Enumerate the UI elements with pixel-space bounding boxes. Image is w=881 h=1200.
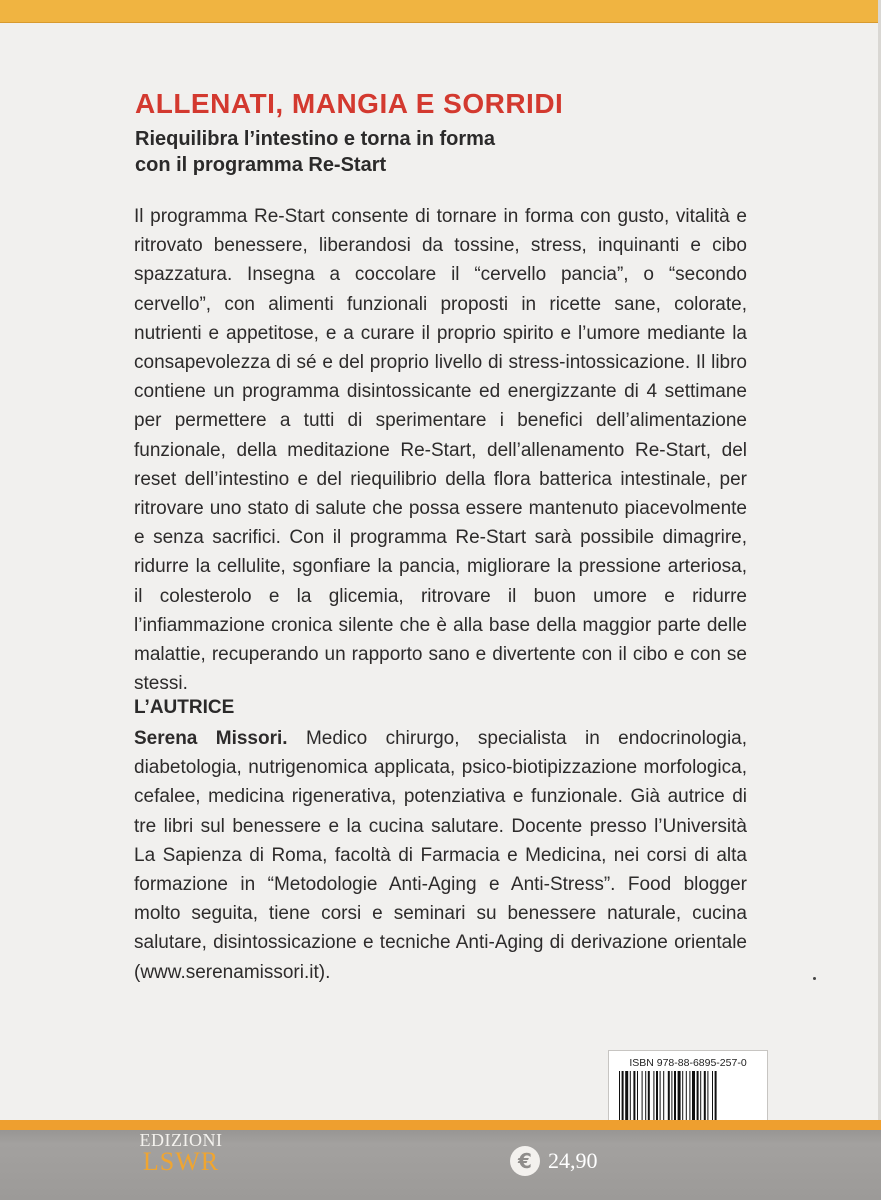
top-orange-bar <box>0 0 881 23</box>
book-subtitle <box>135 126 735 178</box>
publisher-line-1: EDIZIONI <box>139 1130 223 1150</box>
subtitle-line-2: con il programma Re-Start <box>135 154 387 176</box>
book-description: Il programma Re-Start consente di tornare in forma con gusto, vitalità e ritrovato benessere, liberandosi da tossine, stress, inquinanti e cibo spazzatura. Insegna a coccolare il “cervello pancia”, o “secondo cervello”, con alimenti funzionali proposti in ricette sane, colorate, nutrienti e appetitose, e a curare il proprio spirito e l’umore mediante la consapevolezza di sé e del proprio livello di stress-intossicazione. Il libro contiene un programma disintossicante ed energizzante di 4 settimane per permettere a tutti di sperimentare i benefici dell’alimentazione funzionale, della meditazione Re-Start, dell’allenamento Re-Start, del reset dell’intestino e del riequilibrio della flora batterica intestinale, per ritrovare uno stato di salute che possa essere mantenuto piacevolmente e senza sacrifici. Con il programma Re-Start sarà possibile dimagrire, ridurre la cellulite, sgonfiare la pancia, migliorare la pressione arteriosa, il colesterolo e la glicemia, ritrovare il buon umore e ridurre l’infiammazione cronica silente che è alla base della maggior parte delle malattie, recuperando un rapporto sano e divertente con il cibo e con se stessi. <box>134 206 747 695</box>
publisher-line-2: LSWR <box>142 1147 220 1176</box>
price-amount: 24,90 <box>548 1148 598 1173</box>
author-bio-text: Medico chirurgo, specialista in endocrinologia, diabetologia, nutrigenomica applicata, psico-biotipizzazione morfologica, cefalee, medicina rigenerativa, potenziativa e funzionale. Già autrice di tre libri sul benessere e la cucina salutare. Docente presso l’Università La Sapienza di Roma, facoltà di Farmacia e Medicina, nei corsi di alta formazione in “Metodologie Anti-Aging e Anti-Stress”. Food blogger molto seguita, tiene corsi e seminari su benessere naturale, cucina salutare, disintossicazione e tecniche Anti-Aging di derivazione orientale (www.serenamissori.it). <box>134 728 748 983</box>
euro-icon: € <box>510 1146 540 1176</box>
author-name: Serena Missori. <box>134 728 288 749</box>
bottom-orange-stripe <box>0 1120 881 1130</box>
bottom-band <box>0 1120 881 1200</box>
print-speck <box>813 977 816 980</box>
author-heading: L’AUTRICE <box>134 697 235 718</box>
publisher-logo <box>136 1131 226 1175</box>
isbn-label: ISBN 978-88-6895-257-0 <box>629 1057 747 1069</box>
subtitle-line-1: Riequilibra l’intestino e torna in forma <box>135 128 496 150</box>
price-tag <box>510 1135 598 1187</box>
author-bio <box>134 724 747 987</box>
book-title: ALLENATI, MANGIA E SORRIDI <box>135 88 564 119</box>
